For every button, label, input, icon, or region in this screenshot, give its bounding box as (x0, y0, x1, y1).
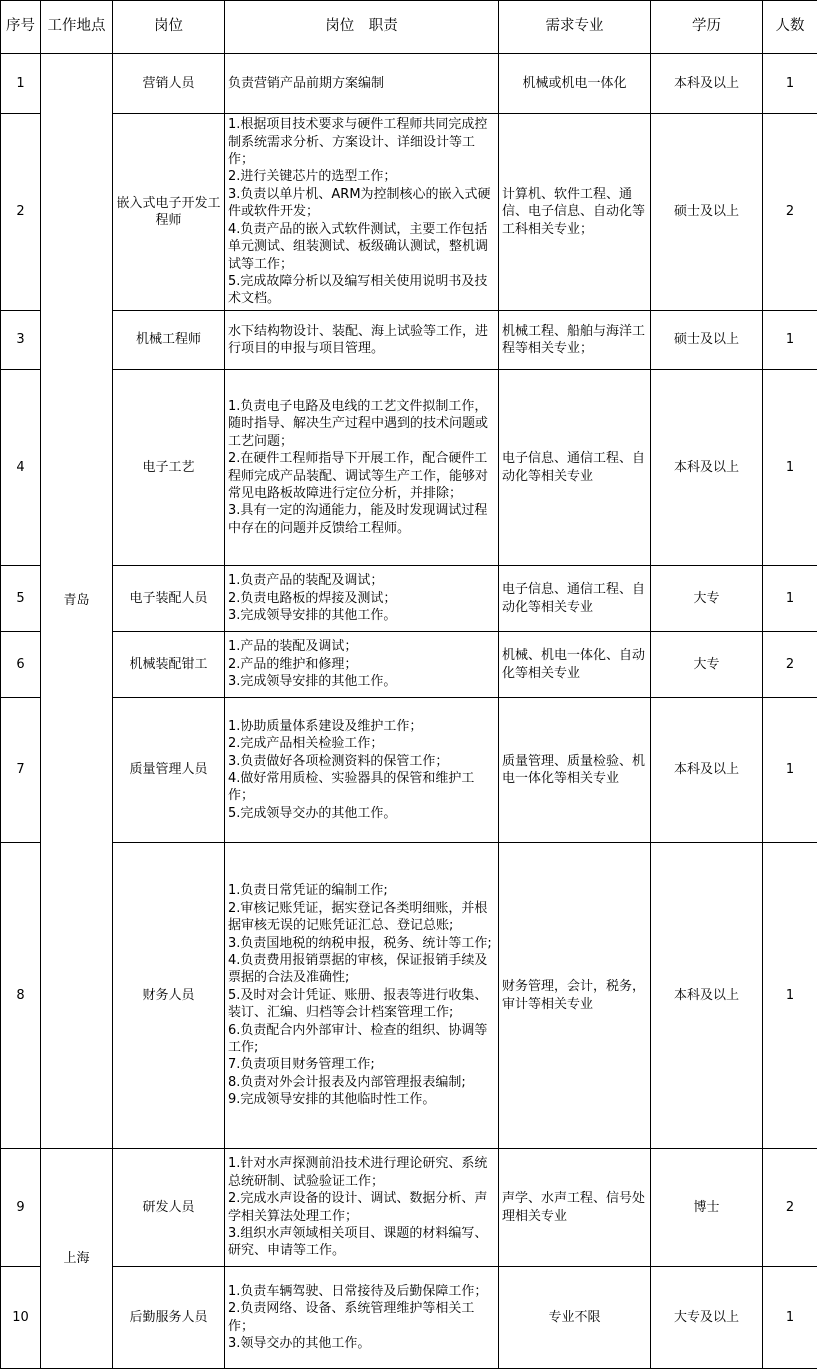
row-index: 6 (1, 632, 41, 698)
duty-line: 3.完成领导安排的其他工作。 (228, 608, 397, 624)
row-index: 4 (1, 370, 41, 566)
row-education: 大专及以上 (651, 1267, 763, 1369)
row-major: 声学、水声工程、信号处理相关专业 (499, 1149, 651, 1267)
row-count: 2 (763, 114, 817, 311)
row-duties (225, 632, 499, 698)
row-education: 博士 (651, 1149, 763, 1267)
table-row (1, 54, 817, 114)
duty-line: 1.负责电子电路及电线的工艺文件拟制工作，随时指导、解决生产过程中遇到的技术问题或工艺问题； (228, 398, 489, 449)
row-major: 财务管理，会计，税务，审计等相关专业 (499, 843, 651, 1149)
duty-line: 3.领导交办的其他工作。 (228, 1335, 371, 1351)
row-position: 质量管理人员 (113, 698, 225, 843)
duty-line: 1.负责产品的装配及调试； (228, 573, 384, 589)
header-duties: 岗位 职责 (225, 1, 499, 54)
table-row (1, 843, 817, 1149)
row-count: 1 (763, 843, 817, 1149)
row-position: 营销人员 (113, 54, 225, 114)
row-duties (225, 370, 499, 566)
duty-line: 1.负责车辆驾驶、日常接待及后勤保障工作； (228, 1283, 488, 1299)
row-duties (225, 114, 499, 311)
duty-line: 负责营销产品前期方案编制 (228, 75, 385, 91)
table-row (1, 698, 817, 843)
row-education: 本科及以上 (651, 370, 763, 566)
duty-line: 2.进行关键芯片的选型工作； (228, 169, 397, 185)
row-index: 10 (1, 1267, 41, 1369)
row-major: 质量管理、质量检验、机电一体化等相关专业 (499, 698, 651, 843)
duty-line: 2.完成产品相关检验工作； (228, 736, 384, 752)
duty-line: 6.负责配合内外部审计、检查的组织、协调等工作; (228, 1022, 488, 1056)
duty-line: 2.审核记账凭证，据实登记各类明细账，并根据审核无误的记账凭证汇总、登记总账; (228, 900, 488, 934)
row-count: 1 (763, 1267, 817, 1369)
table-row (1, 1267, 817, 1369)
row-index: 9 (1, 1149, 41, 1267)
row-duties (225, 1149, 499, 1267)
header-position: 岗位 (113, 1, 225, 54)
row-position: 后勤服务人员 (113, 1267, 225, 1369)
duty-line: 5.完成故障分析以及编写相关使用说明书及技术文档。 (228, 273, 488, 307)
duty-line: 5.完成领导交办的其他工作。 (228, 805, 397, 821)
row-major: 机械工程、船舶与海洋工程等相关专业； (499, 311, 651, 370)
row-position: 机械装配钳工 (113, 632, 225, 698)
row-position: 机械工程师 (113, 311, 225, 370)
duty-line: 1.负责日常凭证的编制工作; (228, 883, 388, 899)
table-row (1, 1149, 817, 1267)
duty-line: 4.负责费用报销票据的审核，保证报销手续及票据的合法及准确性; (228, 952, 488, 986)
duty-line: 3.负责国地税的纳税申报，税务、统计等工作; (228, 935, 492, 951)
table-row (1, 114, 817, 311)
row-major: 电子信息、通信工程、自动化等相关专业 (499, 370, 651, 566)
row-education: 本科及以上 (651, 54, 763, 114)
row-position: 电子装配人员 (113, 566, 225, 632)
row-duties (225, 843, 499, 1149)
row-major: 机械、机电一体化、自动化等相关专业 (499, 632, 651, 698)
duty-line: 4.负责产品的嵌入式软件测试，主要工作包括单元测试、组装测试、板级确认测试，整机调试等工作； (228, 221, 489, 272)
row-count: 1 (763, 566, 817, 632)
duty-line: 7.负责项目财务管理工作; (228, 1057, 375, 1073)
row-major: 计算机、软件工程、通信、电子信息、自动化等工科相关专业； (499, 114, 651, 311)
row-education: 大专 (651, 632, 763, 698)
row-major: 机械或机电一体化 (499, 54, 651, 114)
row-education: 大专 (651, 566, 763, 632)
row-count: 2 (763, 632, 817, 698)
row-duties (225, 1267, 499, 1369)
duty-line: 1.根据项目技术要求与硬件工程师共同完成控制系统需求分析、方案设计、详细设计等工作； (228, 117, 488, 168)
header-location: 工作地点 (41, 1, 113, 54)
row-education: 本科及以上 (651, 843, 763, 1149)
row-education: 本科及以上 (651, 698, 763, 843)
row-major: 专业不限 (499, 1267, 651, 1369)
duty-line: 2.在硬件工程师指导下开展工作，配合硬件工程师完成产品装配、调试等生产工作，能够对常见电路板故障进行定位分析，并排除； (228, 451, 489, 501)
row-count: 1 (763, 370, 817, 566)
header-count: 人数 (763, 1, 817, 54)
duty-line: 1.产品的装配及调试； (228, 639, 358, 655)
row-duties (225, 311, 499, 370)
row-position: 财务人员 (113, 843, 225, 1149)
duty-line: 1.针对水声探测前沿技术进行理论研究、系统总统研制、试验验证工作； (228, 1156, 488, 1189)
row-index: 5 (1, 566, 41, 632)
row-duties (225, 566, 499, 632)
header-major: 需求专业 (499, 1, 651, 54)
location-cell-qingdao: 青岛 (41, 54, 113, 1149)
duty-line: 3.负责以单片机、ARM为控制核心的嵌入式硬件或软件开发； (228, 186, 491, 220)
row-education: 硕士及以上 (651, 311, 763, 370)
row-count: 2 (763, 1149, 817, 1267)
table-row (1, 311, 817, 370)
duty-line: 2.负责电路板的焊接及测试； (228, 590, 397, 606)
row-index: 3 (1, 311, 41, 370)
row-count: 1 (763, 698, 817, 843)
duty-line: 水下结构物设计、装配、海上试验等工作，进行项目的申报与项目管理。 (228, 323, 489, 356)
duty-line: 3.组织水声领域相关项目、课题的材料编写、研究、申请等工作。 (228, 1225, 488, 1259)
duty-line: 2.产品的维护和修理； (228, 656, 358, 672)
header-row (1, 1, 817, 54)
row-index: 2 (1, 114, 41, 311)
table-row (1, 632, 817, 698)
row-count: 1 (763, 54, 817, 114)
duty-line: 2.完成水声设备的设计、调试、数据分析、声学相关算法处理工作； (228, 1191, 488, 1224)
header-education: 学历 (651, 1, 763, 54)
row-duties (225, 698, 499, 843)
duty-line: 5.及时对会计凭证、账册、报表等进行收集、装订、汇编、归档等会计档案管理工作; (228, 987, 488, 1021)
duty-line: 8.负责对外会计报表及内部管理报表编制; (228, 1074, 466, 1090)
duty-line: 3.完成领导安排的其他工作。 (228, 674, 397, 690)
location-cell-shanghai: 上海 (41, 1149, 113, 1369)
row-position: 嵌入式电子开发工程师 (113, 114, 225, 311)
row-index: 8 (1, 843, 41, 1149)
row-index: 1 (1, 54, 41, 114)
table-row (1, 566, 817, 632)
row-position: 电子工艺 (113, 370, 225, 566)
duty-line: 4.做好常用质检、实验器具的保管和维护工作； (228, 771, 475, 804)
header-index: 序号 (1, 1, 41, 54)
table-row (1, 370, 817, 566)
duty-line: 2.负责网络、设备、系统管理维护等相关工作； (228, 1301, 475, 1334)
row-duties (225, 54, 499, 114)
row-major: 电子信息、通信工程、自动化等相关专业 (499, 566, 651, 632)
row-index: 7 (1, 698, 41, 843)
row-education: 硕士及以上 (651, 114, 763, 311)
duty-line: 9.完成领导安排的其他临时性工作。 (228, 1092, 436, 1108)
duty-line: 3.负责做好各项检测资料的保管工作； (228, 753, 449, 769)
duty-line: 3.具有一定的沟通能力，能及时发现调试过程中存在的问题并反馈给工程师。 (228, 503, 488, 536)
duty-line: 1.协助质量体系建设及维护工作； (228, 718, 423, 734)
row-count: 1 (763, 311, 817, 370)
row-position: 研发人员 (113, 1149, 225, 1267)
